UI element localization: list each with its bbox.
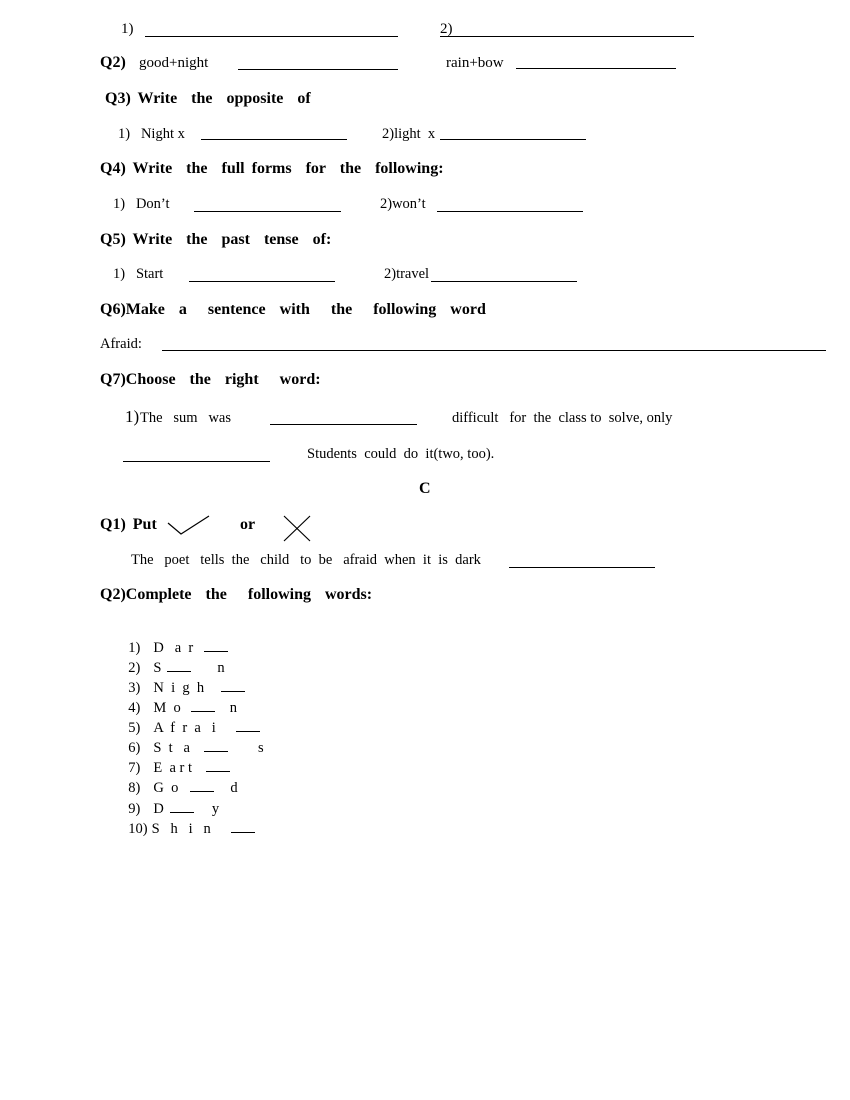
q1-item2-number: 2)	[440, 21, 453, 37]
q1-item1-blank[interactable]	[145, 36, 398, 37]
section-heading: C	[419, 480, 431, 497]
c-q1-answer-blank[interactable]	[509, 567, 655, 568]
q6-title: Q6)Make a sentence with the following word	[100, 301, 486, 318]
word-item-number: 4)	[128, 699, 141, 716]
q3-item2-blank[interactable]	[440, 139, 586, 140]
q5-item1-blank[interactable]	[189, 281, 335, 282]
c-q1-title: Q1) Put	[100, 516, 157, 533]
word-item-prefix: A f r a i	[153, 719, 216, 736]
q1-item2-blank[interactable]	[440, 36, 694, 37]
q4-item2: 2)won’t	[380, 196, 426, 212]
word-item-suffix: s	[258, 739, 264, 756]
word-item-suffix: y	[211, 800, 220, 817]
q3-title: Q3) Write the opposite of	[105, 90, 311, 107]
cross-icon	[282, 514, 312, 543]
word-item-number: 3)	[128, 679, 141, 696]
word-item-number: 6)	[128, 739, 141, 756]
q7-title: Q7)Choose the right word:	[100, 371, 321, 388]
word-item-prefix: G o	[153, 779, 179, 796]
q2-label: Q2)	[100, 54, 126, 71]
q3-item1: 1) Night x	[118, 126, 185, 142]
check-icon	[166, 513, 212, 537]
q5-item2: 2)travel	[384, 266, 430, 282]
q5-item1: 1) Start	[113, 266, 164, 282]
word-item-number: 5)	[128, 719, 141, 736]
word-item-prefix: S t a	[153, 739, 190, 756]
word-item-prefix: D a r	[153, 639, 194, 656]
q6-label: Afraid:	[100, 336, 142, 352]
q5-title: Q5) Write the past tense of:	[100, 231, 332, 248]
q1-item1-number: 1)	[121, 21, 134, 37]
word-item-number: 9)	[128, 800, 141, 817]
q5-item2-blank[interactable]	[431, 281, 577, 282]
c-q1-sentence: The poet tells the child to be afraid when it is dark	[131, 552, 481, 568]
q7-part3: Students could do it(two, too).	[307, 446, 495, 462]
c-q1-or: or	[240, 516, 256, 533]
q4-title: Q4) Write the full forms for the following:	[100, 160, 444, 177]
word-item-prefix: S	[153, 659, 162, 676]
q3-item1-blank[interactable]	[201, 139, 347, 140]
word-item-suffix: d	[230, 779, 238, 796]
word-item-10[interactable]	[121, 805, 255, 836]
word-item-number: 7)	[128, 759, 141, 776]
q3-item2: 2)light x	[382, 126, 436, 142]
word-item-prefix: M o	[153, 699, 181, 716]
q7-number: 1)	[125, 407, 140, 426]
word-item-prefix: D	[153, 800, 164, 817]
q2-word2-blank[interactable]	[516, 68, 676, 69]
word-item-prefix: N i g h	[153, 679, 205, 696]
word-item-prefix: S h i n	[151, 820, 211, 837]
letter-blank[interactable]	[231, 820, 255, 833]
q7-blank2[interactable]	[123, 461, 270, 462]
q4-item1: 1) Don’t	[113, 196, 170, 212]
q4-item2-blank[interactable]	[437, 211, 583, 212]
c-q2-title: Q2)Complete the following words:	[100, 586, 373, 603]
word-item-number: 10)	[128, 820, 148, 837]
word-item-suffix: n	[229, 699, 237, 716]
q2-word2: rain+bow	[446, 55, 504, 71]
word-item-prefix: E a r t	[153, 759, 192, 776]
q2-word1-blank[interactable]	[238, 69, 398, 70]
q6-sentence-blank[interactable]	[162, 350, 826, 351]
word-item-number: 8)	[128, 779, 141, 796]
word-item-suffix: n	[217, 659, 225, 676]
q7-part1: The sum was	[140, 410, 232, 426]
word-item-number: 1)	[128, 639, 141, 656]
q4-item1-blank[interactable]	[194, 211, 341, 212]
q2-word1: good+night	[139, 55, 209, 71]
q7-part2: difficult for the class to solve, only	[452, 410, 673, 426]
q7-blank1[interactable]	[270, 424, 417, 425]
word-item-number: 2)	[128, 659, 141, 676]
